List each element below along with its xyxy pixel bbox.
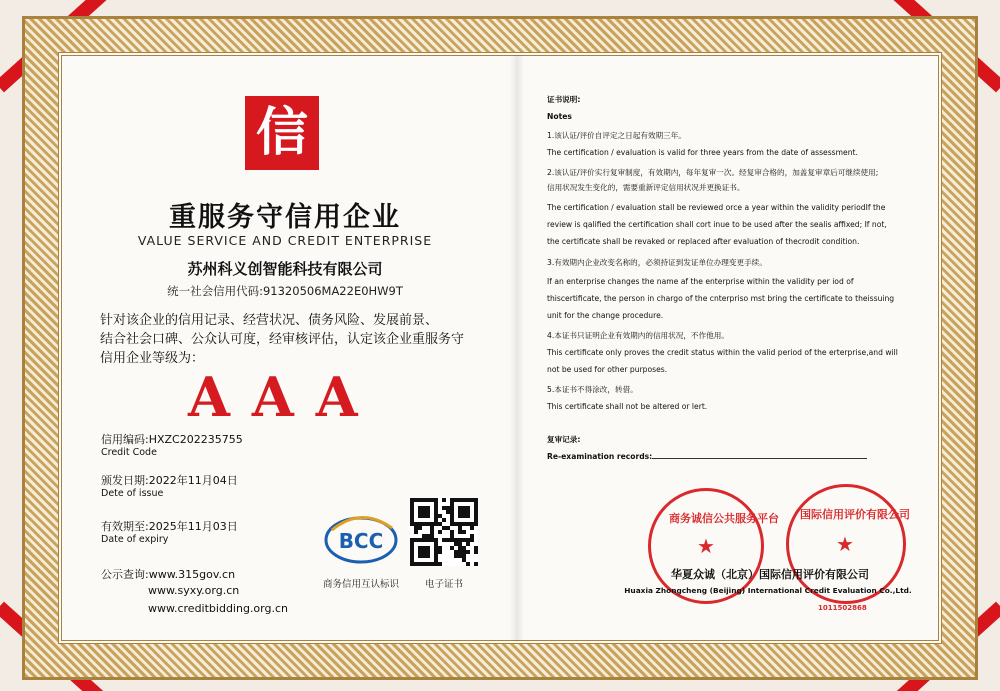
note-line: 1.该认证/评价自评定之日起有效期三年。 [547,131,686,140]
issue-date-en: Dete of issue [101,488,164,499]
note-line: the certificate shall be revaked or replaced after evaluation of thecrodit condition. [547,237,860,246]
site-link-2: www.creditbidding.org.cn [148,602,288,615]
qr-module [418,526,422,530]
qr-module [442,498,446,502]
expiry-date: 有效期至:2025年11月03日 [101,520,238,533]
seal-number: 1011502868 [818,604,867,612]
qr-module [438,562,442,566]
note-line: not be used for other purposes. [547,365,668,374]
qr-module [466,550,470,554]
seal-right-star-icon: ★ [836,532,854,556]
credit-logo-icon: 信 [245,96,319,170]
seal-left-star-icon: ★ [697,534,715,558]
statement-line-3: 信用企业等级为： [100,351,205,366]
issuer-name-en: Huaxia Zhongcheng (Beijing) International Credit Evaluation Co.,Ltd. [624,586,912,595]
bcc-logo-icon [322,510,400,566]
note-line: 2.该认证/评价实行复审制度，有效期内，每年复审一次。经复审合格的，加盖复审章后可继续使用; [547,168,879,177]
qr-code-icon [410,498,478,566]
reexam-heading-cn: 复审记录: [547,435,581,444]
qr-module [426,514,430,518]
bcc-label: 商务信用互认标识 [322,579,399,590]
qr-module [438,530,442,534]
statement-line-2: 结合社会口碑、公众认可度，经审核评估，认定该企业重服务守 [100,332,465,347]
qr-module [470,538,474,542]
note-line: The certification / evaluation stall be reviewed orce a year within the validity periodIf the [547,203,886,212]
note-line: This certificate only proves the credit status within the valid period of the erterprise,and will [547,348,898,357]
reexam-line [652,458,867,459]
note-line: 3.有效期内企业改变名称的，必须持证到发证单位办理变更手续。 [547,258,767,267]
unified-credit-code: 统一社会信用代码:91320506MA22E0HW9T [167,284,403,298]
credit-code-en: Credit Code [101,447,157,458]
site-link-1: www.syxy.org.cn [148,584,240,597]
seal-left-text: 商务诚信公共服务平台 [669,512,779,525]
issue-date: 颁发日期:2022年11月04日 [101,474,238,487]
qr-module [442,518,446,522]
note-line: 4.本证书只证明企业有效期内的信用状况，不作他用。 [547,331,729,340]
credit-code: 信用编码:HXZC202235755 [101,433,243,446]
note-line: If an enterprise changes the name af the enterprise within the validity per iod of [547,277,854,286]
credit-grade: AAA [188,365,380,429]
qr-module [414,530,418,534]
reexam-heading-en: Re-examination records: [547,452,653,461]
note-line: The certification / evaluation is valid for three years from the date of assessment. [547,148,858,157]
company-name: 苏州科义创智能科技有限公司 [187,260,383,278]
note-line: 信用状况发生变化的，需要重新评定信用状况并更换证书。 [547,183,745,192]
qr-module [466,514,470,518]
note-line: 5.本证书不得涂改，转借。 [547,385,638,394]
qr-module [474,522,478,526]
page-subtitle: VALUE SERVICE AND CREDIT ENTERPRISE [137,233,433,248]
notes-heading-cn: 证书说明: [547,95,581,104]
note-line: review is qalified the certification shall cort inue to be used after the sealis affixed; If not, [547,220,887,229]
bcc-logo-text: BCC [338,529,384,553]
qr-module [474,550,478,554]
statement-line-1: 针对该企业的信用记录、经营状况、债务风险、发展前景、 [100,313,439,328]
note-line: This certificate shall not be altered or lert. [547,402,708,411]
note-line: thiscertificate, the person in chargo of the cnterpriso mst bring the certificate to theissuing [547,294,895,303]
issuer-name-cn: 华夏众诚（北京）国际信用评价有限公司 [671,568,869,581]
public-query: 公示查询:www.315gov.cn [101,568,236,581]
note-line: unit for the change procedure. [547,311,664,320]
seal-right-text: 国际信用评价有限公司 [800,508,910,521]
expiry-date-en: Date of expiry [101,534,169,545]
qr-module [474,562,478,566]
qr-module [462,530,466,534]
notes-heading-en: Notes [547,112,572,121]
page-fold [510,55,524,641]
page-title: 重服务守信用企业 [169,202,401,233]
qr-module [466,542,470,546]
qr-module [466,562,470,566]
qr-module [426,554,430,558]
qr-label: 电子证书 [424,579,463,590]
qr-module [470,526,474,530]
qr-module [438,550,442,554]
